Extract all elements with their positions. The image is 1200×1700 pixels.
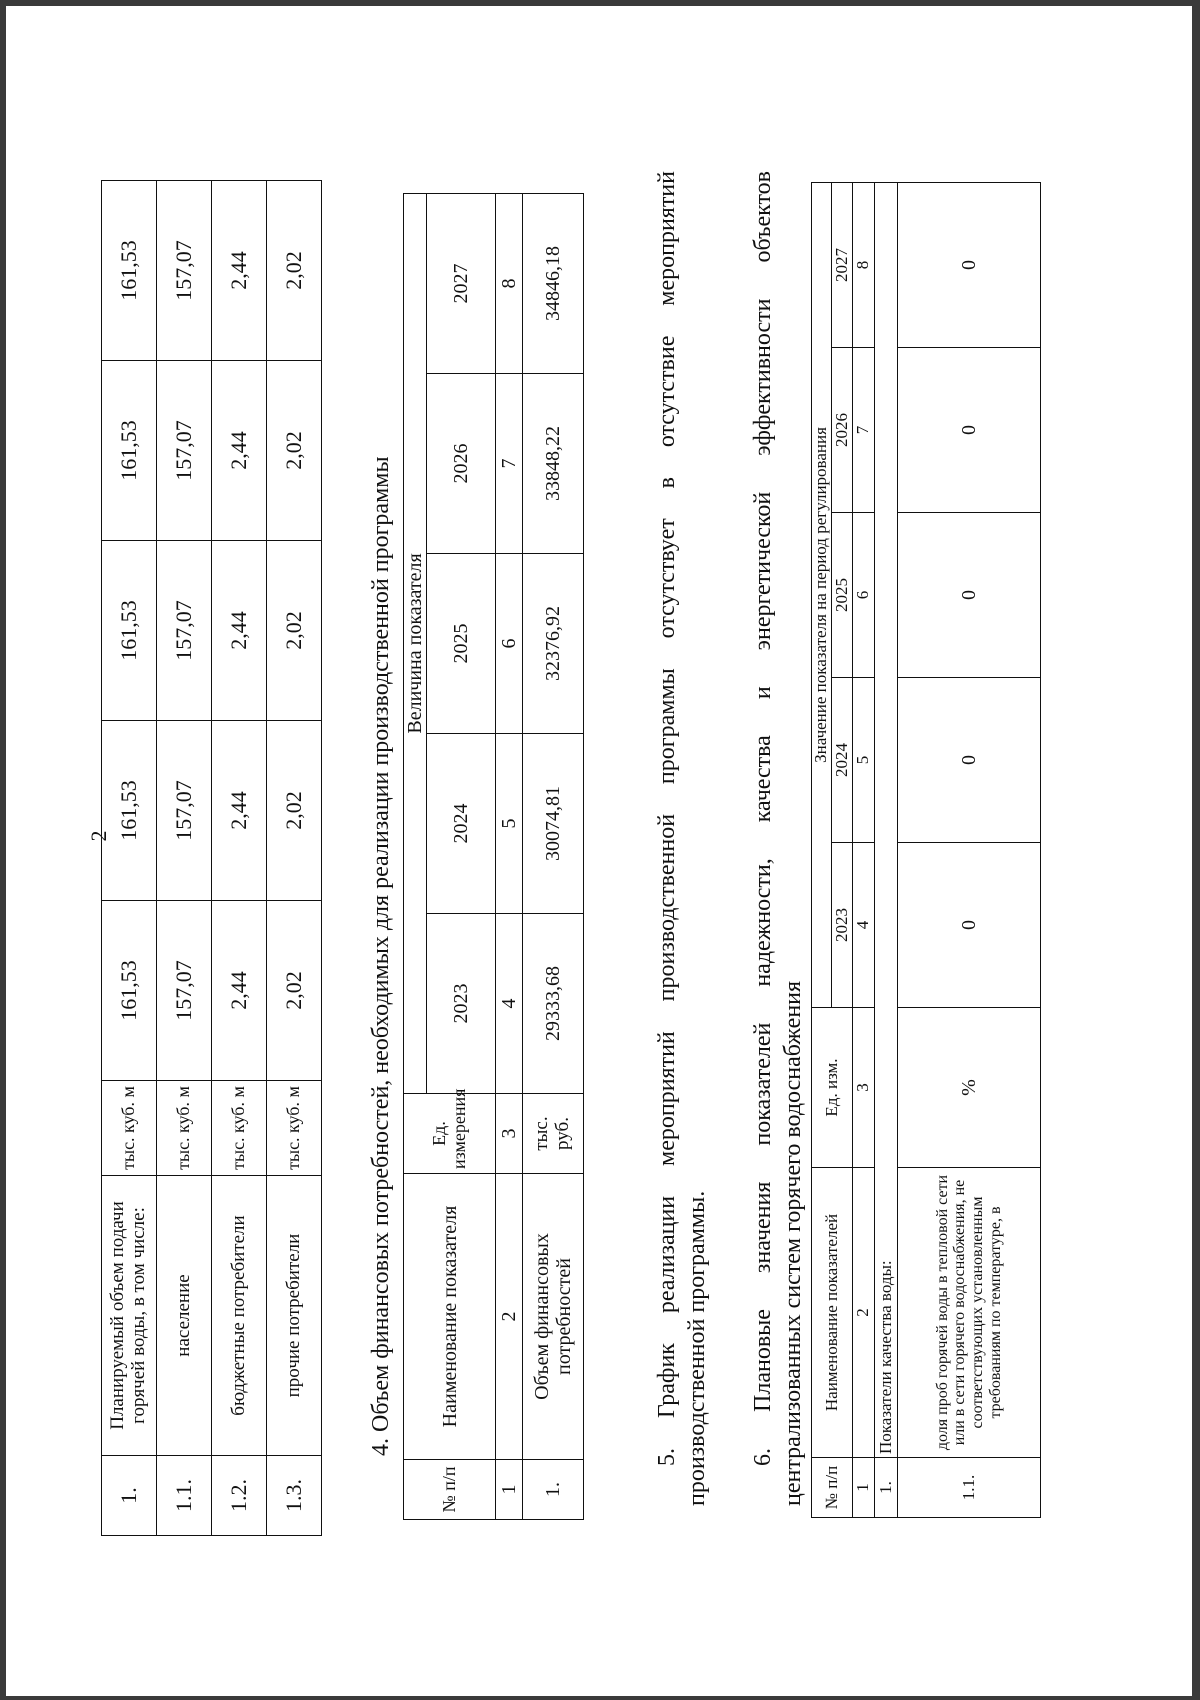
header-year: 2023: [427, 914, 496, 1094]
header-group: Величина показателя: [404, 193, 427, 1093]
index-cell: 7: [496, 374, 523, 554]
header-year: 2024: [831, 678, 853, 843]
index-cell: 2: [496, 1174, 523, 1460]
value-cell: 33848,22: [523, 374, 584, 554]
header-year: 2025: [831, 513, 853, 678]
table-header-row: [812, 182, 832, 1517]
index-cell: 4: [853, 843, 875, 1008]
value-cell: 161,53: [102, 181, 157, 361]
row-number: 1.2.: [212, 1456, 267, 1536]
value-cell: 0: [898, 843, 1041, 1008]
row-number: 1.: [102, 1456, 157, 1536]
scanned-page: [6, 6, 1192, 1696]
value-cell: 157,07: [157, 721, 212, 901]
value-cell: 157,07: [157, 541, 212, 721]
value-cell: 161,53: [102, 901, 157, 1081]
row-unit: тыс. руб.: [523, 1094, 584, 1174]
table-row: [157, 181, 212, 1536]
value-cell: 34846,18: [523, 193, 584, 373]
section-5-text: [652, 171, 712, 1506]
value-cell: 2,44: [212, 181, 267, 361]
index-cell: 1: [496, 1460, 523, 1520]
index-cell: 8: [853, 182, 875, 347]
value-cell: 2,44: [212, 361, 267, 541]
header-year: 2024: [427, 734, 496, 914]
index-cell: 6: [853, 513, 875, 678]
row-name: Планируемый объем подачи горячей воды, в том числе:: [102, 1176, 157, 1456]
row-name: население: [157, 1176, 212, 1456]
row-number: 1.3.: [267, 1456, 322, 1536]
index-row: [496, 193, 523, 1519]
value-cell: 2,02: [267, 721, 322, 901]
quality-indicators-table: [811, 182, 1041, 1518]
header-group: Значение показателя на период регулирования: [812, 182, 832, 1007]
value-cell: 161,53: [102, 541, 157, 721]
header-name: Наименование показателя: [404, 1174, 496, 1460]
value-cell: 161,53: [102, 721, 157, 901]
row-name: доля проб горячей воды в тепловой сети или в сети горячего водоснабжения, не соответствующих установленным требованиям по температуре, в: [898, 1168, 1041, 1458]
index-row: [853, 182, 875, 1517]
value-cell: 0: [898, 513, 1041, 678]
value-cell: 157,07: [157, 901, 212, 1081]
value-cell: 0: [898, 678, 1041, 843]
value-cell: 29333,68: [523, 914, 584, 1094]
value-cell: 157,07: [157, 361, 212, 541]
index-cell: 1: [853, 1458, 875, 1518]
row-name: Объем финансовых потребностей: [523, 1174, 584, 1460]
table-row: [102, 181, 157, 1536]
index-cell: 2: [853, 1168, 875, 1458]
value-cell: 2,44: [212, 721, 267, 901]
header-year: 2027: [427, 193, 496, 373]
index-cell: 3: [853, 1008, 875, 1168]
group-row: [875, 182, 898, 1517]
value-cell: 2,02: [267, 361, 322, 541]
index-cell: 5: [853, 678, 875, 843]
value-cell: 0: [898, 182, 1041, 347]
header-number: № п/п: [404, 1460, 496, 1520]
header-year: 2023: [831, 843, 853, 1008]
table-row: [898, 182, 1041, 1517]
value-cell: 2,44: [212, 901, 267, 1081]
index-cell: 7: [853, 348, 875, 513]
row-number: 1.1.: [898, 1458, 1041, 1518]
header-name: Наименование показателей: [812, 1168, 853, 1458]
header-number: № п/п: [812, 1458, 853, 1518]
section-6-line-2: централизованных систем горячего водоснабжения: [780, 980, 806, 1506]
index-cell: 5: [496, 734, 523, 914]
section-5-line-2: производственной программы.: [684, 1190, 710, 1506]
page-number: 2: [86, 830, 111, 842]
table-row: [212, 181, 267, 1536]
header-year: 2026: [831, 348, 853, 513]
row-name: бюджетные потребители: [212, 1176, 267, 1456]
value-cell: 2,02: [267, 541, 322, 721]
row-unit: %: [898, 1008, 1041, 1168]
value-cell: 2,02: [267, 181, 322, 361]
value-cell: 2,02: [267, 901, 322, 1081]
header-year: 2026: [427, 374, 496, 554]
rotated-page-content: [6, 6, 1192, 1696]
value-cell: 32376,92: [523, 554, 584, 734]
header-unit: Ед. измерения: [404, 1094, 496, 1174]
financial-needs-table: [403, 193, 584, 1520]
index-cell: 4: [496, 914, 523, 1094]
row-unit: тыс. куб. м: [157, 1081, 212, 1176]
table-row: [523, 193, 584, 1519]
value-cell: 2,44: [212, 541, 267, 721]
value-cell: 0: [898, 348, 1041, 513]
value-cell: 30074,81: [523, 734, 584, 914]
header-year: 2027: [831, 182, 853, 347]
header-unit: Ед. изм.: [812, 1008, 853, 1168]
value-cell: 157,07: [157, 181, 212, 361]
group-row-name: Показатели качества воды:: [875, 182, 898, 1457]
section-6-line-1: 6. Плановые значения показателей надежности, качества и энергетической эффективности объектов: [750, 171, 776, 1466]
index-cell: 8: [496, 193, 523, 373]
section-4-heading: 4. Объем финансовых потребностей, необходимых для реализации производственной программы: [368, 456, 394, 1456]
section-6-text: [748, 171, 808, 1506]
row-unit: тыс. куб. м: [267, 1081, 322, 1176]
index-cell: 6: [496, 554, 523, 734]
row-unit: тыс. куб. м: [102, 1081, 157, 1176]
row-number: 1.: [875, 1458, 898, 1518]
index-cell: 3: [496, 1094, 523, 1174]
header-year: 2025: [427, 554, 496, 734]
table-row: [267, 181, 322, 1536]
row-unit: тыс. куб. м: [212, 1081, 267, 1176]
hot-water-volume-table: [101, 180, 322, 1536]
value-cell: 161,53: [102, 361, 157, 541]
table-header-row: [404, 193, 427, 1519]
row-number: 1.1.: [157, 1456, 212, 1536]
section-5-line-1: 5. График реализации мероприятий производственной программы отсутствует в отсутствие мероприятий: [654, 171, 680, 1466]
row-number: 1.: [523, 1460, 584, 1520]
row-name: прочие потребители: [267, 1176, 322, 1456]
